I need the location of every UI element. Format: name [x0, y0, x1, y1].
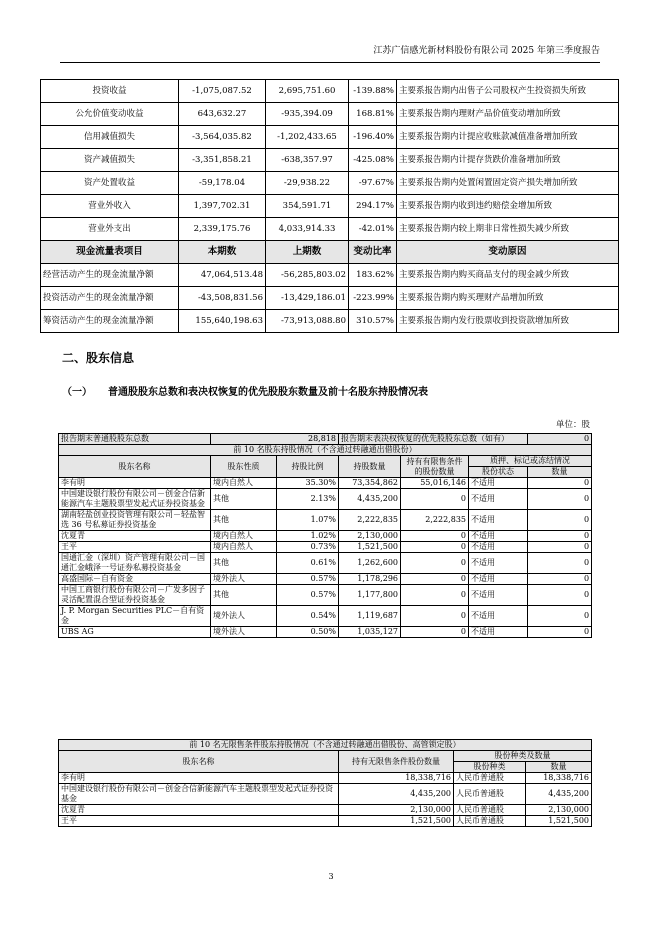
- shareholder-restricted: 0: [401, 542, 469, 553]
- unrestricted-qty: 2,130,000: [339, 805, 454, 816]
- item-cell: 公允价值变动收益: [41, 103, 179, 126]
- item-cell: 经营活动产生的现金流量净额: [41, 264, 179, 287]
- reason-cell: 主要系报告期内出售子公司股权产生投资损失所致: [397, 80, 619, 103]
- header-current: 本期数: [179, 241, 266, 264]
- shareholder-nature: 境外法人: [211, 606, 277, 627]
- top10-caption-row: [59, 445, 592, 456]
- table-row: [41, 310, 619, 333]
- shareholder-restricted: 0: [401, 627, 469, 638]
- total-shareholders-row: [59, 434, 592, 445]
- table-row: [59, 510, 592, 531]
- current-cell: 643,632.27: [179, 103, 266, 126]
- table-row: [59, 542, 592, 553]
- change-cell: -139.88%: [349, 80, 397, 103]
- table-row: [59, 478, 592, 489]
- pledge-qty: 0: [528, 510, 592, 531]
- reason-cell: 主要系报告期内处置闲置固定资产损失增加所致: [397, 172, 619, 195]
- total-value: 28,818: [211, 434, 339, 445]
- item-cell: 营业外支出: [41, 218, 179, 241]
- reason-cell: 主要系报告期内理财产品价值变动增加所致: [397, 103, 619, 126]
- shareholder-qty: 1,262,600: [339, 553, 401, 574]
- total-label: 报告期末普通股股东总数: [59, 434, 211, 445]
- shareholder-nature: 境外法人: [211, 627, 277, 638]
- table-row: [59, 553, 592, 574]
- shareholder-name: UBS AG: [59, 627, 211, 638]
- col-pledge: 质押、标记或冻结情况: [469, 456, 592, 467]
- table-row: [41, 172, 619, 195]
- shareholder-qty: 1,119,687: [339, 606, 401, 627]
- current-cell: -59,178.04: [179, 172, 266, 195]
- col-type-group: 股份种类及数量: [454, 751, 592, 762]
- table-row: [41, 264, 619, 287]
- table-row: [59, 585, 592, 606]
- shareholder-restricted: 0: [401, 574, 469, 585]
- table-row: [59, 606, 592, 627]
- col-qty: 持有无限售条件股份数量: [339, 751, 454, 773]
- shareholder-name: 国通汇金（深圳）资产管理有限公司－国通汇金峨泽一号证券私募投资基金: [59, 553, 211, 574]
- shareholder-name: 李有明: [59, 478, 211, 489]
- col-type: 股份种类: [454, 762, 526, 773]
- pledge-qty: 0: [528, 585, 592, 606]
- pledge-qty: 0: [528, 553, 592, 574]
- reason-cell: 主要系报告期内购买理财产品增加所致: [397, 287, 619, 310]
- previous-cell: -935,394.09: [266, 103, 349, 126]
- pledge-status: 不适用: [469, 542, 528, 553]
- column-header-row: [59, 456, 592, 467]
- section-heading: 二、股东信息: [62, 351, 135, 365]
- shareholder-restricted: 0: [401, 489, 469, 510]
- previous-cell: -73,913,088.80: [266, 310, 349, 333]
- current-cell: -3,351,858.21: [179, 149, 266, 172]
- pledge-status: 不适用: [469, 574, 528, 585]
- shareholder-qty: 1,521,500: [339, 542, 401, 553]
- reason-cell: 主要系报告期内收到违约赔偿金增加所致: [397, 195, 619, 218]
- previous-cell: 4,033,914.33: [266, 218, 349, 241]
- shareholder-name: 中国建设银行股份有限公司－创金合信新能源汽车主题股票型发起式证券投资基金: [59, 489, 211, 510]
- shareholder-restricted: 0: [401, 553, 469, 574]
- item-cell: 资产减值损失: [41, 149, 179, 172]
- table-row: [41, 195, 619, 218]
- reason-cell: 主要系报告期内计提应收账款减值准备增加所致: [397, 126, 619, 149]
- shareholder-qty: 2,130,000: [339, 531, 401, 542]
- shareholder-ratio: 0.54%: [277, 606, 339, 627]
- col-name: 股东名称: [59, 751, 339, 773]
- shareholder-name: 中国工商银行股份有限公司－广发多因子灵活配置混合型证券投资基金: [59, 585, 211, 606]
- item-cell: 营业外收入: [41, 195, 179, 218]
- table-row: [41, 287, 619, 310]
- shareholder-restricted: 0: [401, 606, 469, 627]
- current-cell: 2,339,175.76: [179, 218, 266, 241]
- current-cell: 47,064,513.48: [179, 264, 266, 287]
- shareholder-name: 李有明: [59, 773, 339, 784]
- col-type-qty: 数量: [526, 762, 592, 773]
- change-cell: -196.40%: [349, 126, 397, 149]
- shareholder-nature: 境内自然人: [211, 542, 277, 553]
- table-row: [41, 218, 619, 241]
- share-type-qty: 1,521,500: [526, 816, 592, 827]
- shareholder-qty: 1,177,800: [339, 585, 401, 606]
- current-cell: 155,640,198.63: [179, 310, 266, 333]
- shareholder-name: J. P. Morgan Securities PLC－自有资金: [59, 606, 211, 627]
- pledge-status: 不适用: [469, 489, 528, 510]
- item-cell: 投资活动产生的现金流量净额: [41, 287, 179, 310]
- unrestricted-shareholders-table: [58, 739, 592, 827]
- item-cell: 投资收益: [41, 80, 179, 103]
- pledge-qty: 0: [528, 531, 592, 542]
- pledge-status: 不适用: [469, 510, 528, 531]
- header-change: 变动比率: [349, 241, 397, 264]
- share-type: 人民币普通股: [454, 773, 526, 784]
- shareholder-qty: 4,435,200: [339, 489, 401, 510]
- change-cell: 310.57%: [349, 310, 397, 333]
- previous-cell: -56,285,803.02: [266, 264, 349, 287]
- header-reason: 变动原因: [397, 241, 619, 264]
- shareholder-qty: 73,354,862: [339, 478, 401, 489]
- current-cell: 1,397,702.31: [179, 195, 266, 218]
- shareholder-qty: 2,222,835: [339, 510, 401, 531]
- shareholder-ratio: 35.30%: [277, 478, 339, 489]
- col-name: 股东名称: [59, 456, 211, 478]
- table-row: [59, 574, 592, 585]
- shareholder-name: 王平: [59, 816, 339, 827]
- change-cell: -425.08%: [349, 149, 397, 172]
- shareholder-name: 中国建设银行股份有限公司－创金合信新能源汽车主题股票型发起式证券投资基金: [59, 784, 339, 805]
- table-row: [59, 773, 592, 784]
- reason-cell: 主要系报告期内较上期非日常性损失减少所致: [397, 218, 619, 241]
- shareholder-nature: 境内自然人: [211, 478, 277, 489]
- table-row: [41, 149, 619, 172]
- previous-cell: 354,591.71: [266, 195, 349, 218]
- change-cell: -42.01%: [349, 218, 397, 241]
- shareholder-ratio: 0.61%: [277, 553, 339, 574]
- pledge-status: 不适用: [469, 553, 528, 574]
- table-row: [59, 784, 592, 805]
- shareholder-nature: 境内自然人: [211, 531, 277, 542]
- item-cell: 资产处置收益: [41, 172, 179, 195]
- shareholder-nature: 境外法人: [211, 574, 277, 585]
- pledge-status: 不适用: [469, 627, 528, 638]
- pledge-qty: 0: [528, 574, 592, 585]
- share-type: 人民币普通股: [454, 784, 526, 805]
- shareholder-ratio: 1.02%: [277, 531, 339, 542]
- reason-cell: 主要系报告期内计提存货跌价准备增加所致: [397, 149, 619, 172]
- share-type-qty: 4,435,200: [526, 784, 592, 805]
- column-header-row: [59, 751, 592, 762]
- table-row: [41, 103, 619, 126]
- pledge-qty: 0: [528, 627, 592, 638]
- pledge-qty: 0: [528, 542, 592, 553]
- pledge-status: 不适用: [469, 606, 528, 627]
- col-nature: 股东性质: [211, 456, 277, 478]
- change-cell: 168.81%: [349, 103, 397, 126]
- change-cell: 294.17%: [349, 195, 397, 218]
- reason-cell: 主要系报告期内发行股票收到投资款增加所致: [397, 310, 619, 333]
- shareholder-restricted: 55,016,146: [401, 478, 469, 489]
- subsection-number: （一）: [62, 387, 92, 398]
- shareholder-ratio: 2.13%: [277, 489, 339, 510]
- previous-cell: -29,938.22: [266, 172, 349, 195]
- table-row: [41, 126, 619, 149]
- pledge-qty: 0: [528, 478, 592, 489]
- shareholder-ratio: 0.57%: [277, 574, 339, 585]
- header-rule: [60, 62, 600, 63]
- col-pledge-qty: 数量: [528, 467, 592, 478]
- change-cell: -223.99%: [349, 287, 397, 310]
- current-cell: -1,075,087.52: [179, 80, 266, 103]
- share-type-qty: 18,338,716: [526, 773, 592, 784]
- pledge-status: 不适用: [469, 478, 528, 489]
- pledge-status: 不适用: [469, 531, 528, 542]
- unrestricted-qty: 18,338,716: [339, 773, 454, 784]
- page-number: 3: [328, 872, 334, 881]
- item-cell: 信用减值损失: [41, 126, 179, 149]
- shareholder-qty: 1,035,127: [339, 627, 401, 638]
- subsection-title: 普通股股东总数和表决权恢复的优先股股东数量及前十名股东持股情况表: [108, 387, 428, 398]
- reason-cell: 主要系报告期内购买商品支付的现金减少所致: [397, 264, 619, 287]
- table-row: [59, 816, 592, 827]
- subsection-heading: [62, 386, 428, 400]
- cashflow-header-row: [41, 241, 619, 264]
- unrestricted-qty: 1,521,500: [339, 816, 454, 827]
- shareholder-name: 沈夏青: [59, 805, 339, 816]
- previous-cell: 2,695,751.60: [266, 80, 349, 103]
- col-pledge-status: 股份状态: [469, 467, 528, 478]
- table-row: [59, 805, 592, 816]
- table-row: [59, 627, 592, 638]
- shareholder-ratio: 0.50%: [277, 627, 339, 638]
- unrestricted-caption-row: [59, 740, 592, 751]
- unrestricted-qty: 4,435,200: [339, 784, 454, 805]
- shareholder-name: 湖南轻盐创业投资管理有限公司－轻盐智选 36 号私募证券投资基金: [59, 510, 211, 531]
- shareholder-ratio: 0.57%: [277, 585, 339, 606]
- pledge-status: 不适用: [469, 585, 528, 606]
- shareholder-nature: 其他: [211, 585, 277, 606]
- financial-changes-table: [40, 79, 619, 333]
- pledge-qty: 0: [528, 489, 592, 510]
- report-header: 江苏广信感光新材料股份有限公司 2025 年第三季度报告: [373, 46, 600, 56]
- shareholder-restricted: 2,222,835: [401, 510, 469, 531]
- previous-cell: -13,429,186.01: [266, 287, 349, 310]
- header-previous: 上期数: [266, 241, 349, 264]
- current-cell: -43,508,831.56: [179, 287, 266, 310]
- table-row: [59, 531, 592, 542]
- top10-caption: 前 10 名股东持股情况（不含通过转融通出借股份）: [59, 445, 592, 456]
- shareholder-nature: 其他: [211, 510, 277, 531]
- shareholder-nature: 其他: [211, 489, 277, 510]
- shareholder-restricted: 0: [401, 531, 469, 542]
- shareholders-table: [58, 433, 592, 638]
- shareholder-qty: 1,178,296: [339, 574, 401, 585]
- pledge-qty: 0: [528, 606, 592, 627]
- shareholder-ratio: 1.07%: [277, 510, 339, 531]
- shareholder-nature: 其他: [211, 553, 277, 574]
- change-cell: 183.62%: [349, 264, 397, 287]
- unrestricted-caption: 前 10 名无限售条件股东持股情况（不含通过转融通出借股份、高管锁定股）: [59, 740, 592, 751]
- share-type: 人民币普通股: [454, 816, 526, 827]
- shareholder-name: 高盛国际－自有资金: [59, 574, 211, 585]
- change-cell: -97.67%: [349, 172, 397, 195]
- table-row: [41, 80, 619, 103]
- preferred-label: 报告期末表决权恢复的优先股股东总数（如有）: [339, 434, 528, 445]
- previous-cell: -638,357.97: [266, 149, 349, 172]
- shareholder-ratio: 0.73%: [277, 542, 339, 553]
- preferred-value: 0: [528, 434, 592, 445]
- share-type-qty: 2,130,000: [526, 805, 592, 816]
- item-cell: 筹资活动产生的现金流量净额: [41, 310, 179, 333]
- shareholder-name: 王平: [59, 542, 211, 553]
- col-qty: 持股数量: [339, 456, 401, 478]
- shareholder-name: 沈夏青: [59, 531, 211, 542]
- col-ratio: 持股比例: [277, 456, 339, 478]
- current-cell: -3,564,035.82: [179, 126, 266, 149]
- shareholder-restricted: 0: [401, 585, 469, 606]
- previous-cell: -1,202,433.65: [266, 126, 349, 149]
- header-item: 现金流量表项目: [41, 241, 179, 264]
- unit-label: 单位：股: [555, 420, 590, 430]
- share-type: 人民币普通股: [454, 805, 526, 816]
- col-restricted: 持有有限售条件的股份数量: [401, 456, 469, 478]
- table-row: [59, 489, 592, 510]
